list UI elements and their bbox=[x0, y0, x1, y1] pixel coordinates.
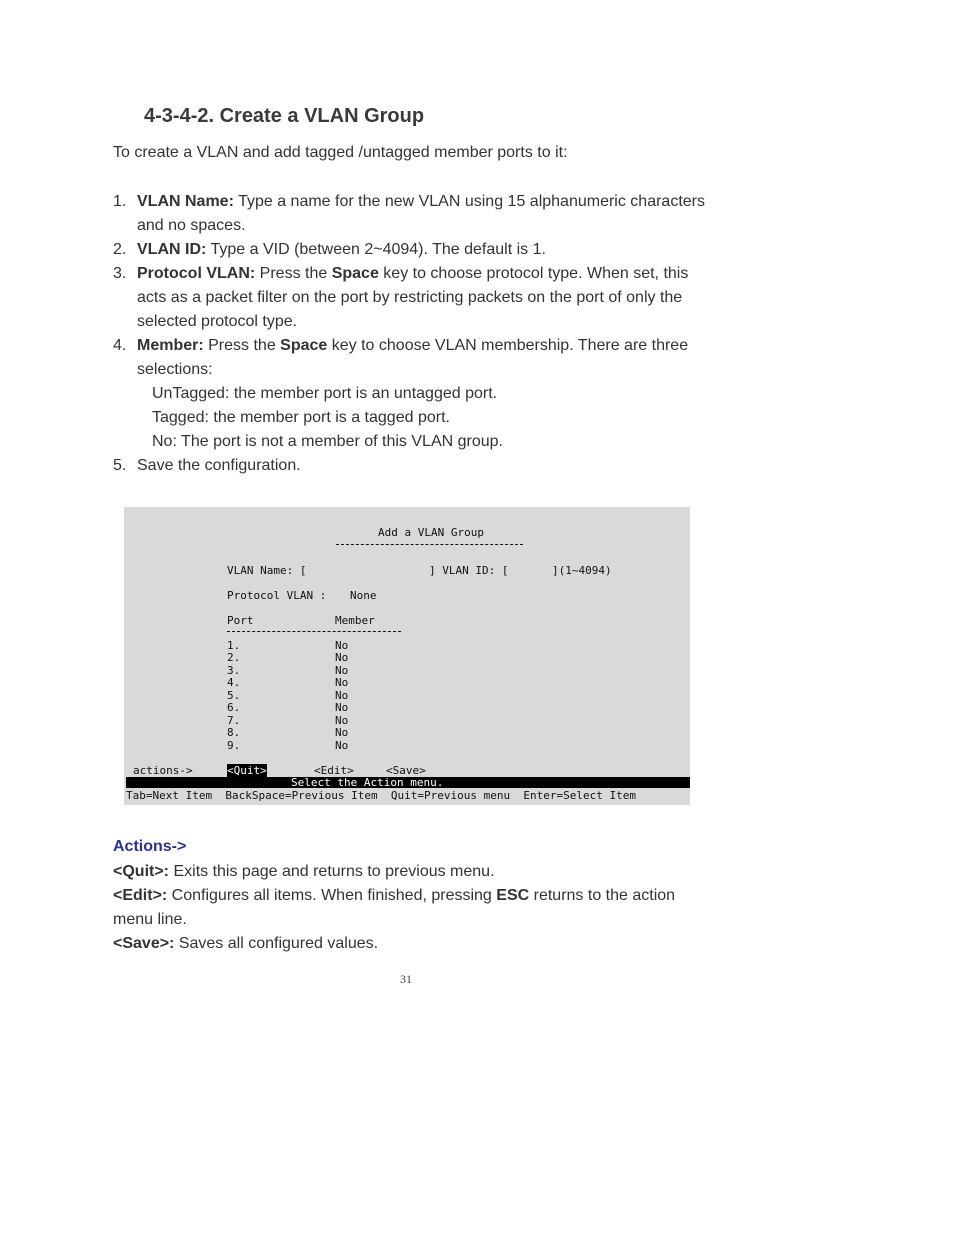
step-key: Space bbox=[280, 337, 328, 354]
step-text: key to choose protocol type. When set, this acts as a packet filter on the port by restricting packets on the port of only the selected protocol type. bbox=[137, 265, 689, 330]
port-number: 6. bbox=[227, 701, 241, 714]
port-number: 4. bbox=[227, 676, 241, 689]
page-number: 31 bbox=[400, 972, 412, 986]
step-text: Type a name for the new VLAN using 15 alphanumeric characters and no spaces. bbox=[137, 193, 705, 234]
port-member: No bbox=[335, 739, 349, 752]
step-number: 5. bbox=[113, 457, 127, 474]
help-line: Tab=Next Item BackSpace=Previous Item Quit=Previous menu Enter=Select Item bbox=[126, 789, 636, 802]
terminal-screenshot bbox=[124, 507, 690, 805]
vlan-id-label: ] VLAN ID: [ bbox=[429, 564, 509, 577]
save-action[interactable]: <Save> bbox=[386, 764, 426, 777]
status-message: Select the Action menu. bbox=[291, 776, 444, 789]
step-3 bbox=[113, 262, 713, 334]
port-number: 8. bbox=[227, 726, 241, 739]
step-number: 4. bbox=[113, 337, 127, 354]
port-number: 3. bbox=[227, 664, 241, 677]
step-1 bbox=[113, 190, 713, 238]
intro-text: To create a VLAN and add tagged /untagged member ports to it: bbox=[113, 144, 568, 161]
save-text: Saves all configured values. bbox=[174, 935, 379, 952]
step-key: Space bbox=[331, 265, 379, 282]
terminal-title: Add a VLAN Group bbox=[378, 526, 484, 539]
port-member: No bbox=[335, 701, 349, 714]
port-number: 9. bbox=[227, 739, 241, 752]
title-underline bbox=[336, 544, 523, 545]
member-option-no: No: The port is not a member of this VLAN group. bbox=[152, 433, 503, 450]
step-text: Save the configuration. bbox=[137, 457, 301, 474]
step-term: Protocol VLAN: bbox=[137, 265, 256, 282]
port-member: No bbox=[335, 639, 349, 652]
port-member: No bbox=[335, 676, 349, 689]
step-text: Type a VID (between 2~4094). The default is 1. bbox=[206, 241, 546, 258]
member-option-tagged: Tagged: the member port is a tagged port. bbox=[152, 409, 450, 426]
port-number: 2. bbox=[227, 651, 241, 664]
edit-term: <Edit>: bbox=[113, 887, 168, 904]
step-number: 3. bbox=[113, 265, 127, 282]
quit-term: <Quit>: bbox=[113, 863, 170, 880]
quit-action[interactable]: <Quit> bbox=[227, 764, 267, 777]
member-column-header: Member bbox=[335, 614, 375, 627]
section-heading: 4-3-4-2. Create a VLAN Group bbox=[144, 105, 425, 127]
step-text: Press the bbox=[203, 337, 281, 354]
edit-text: returns to the action menu line. bbox=[113, 887, 676, 928]
port-number: 5. bbox=[227, 689, 241, 702]
member-option-untagged: UnTagged: the member port is an untagged port. bbox=[152, 385, 498, 402]
port-member: No bbox=[335, 689, 349, 702]
protocol-vlan-value: None bbox=[350, 589, 377, 602]
step-number: 2. bbox=[113, 241, 127, 258]
edit-action[interactable]: <Edit> bbox=[314, 764, 354, 777]
port-member: No bbox=[335, 714, 349, 727]
vlan-id-range: ](1~4094) bbox=[552, 564, 612, 577]
save-term: <Save>: bbox=[113, 935, 175, 952]
port-member: No bbox=[335, 664, 349, 677]
step-term: VLAN ID: bbox=[137, 241, 207, 258]
port-column-header: Port bbox=[227, 614, 254, 627]
step-text: key to choose VLAN membership. There are three selections: bbox=[137, 337, 689, 378]
edit-description bbox=[113, 884, 713, 932]
steps-list bbox=[113, 190, 713, 478]
step-number: 1. bbox=[113, 193, 127, 210]
step-term: Member: bbox=[137, 337, 204, 354]
protocol-vlan-label: Protocol VLAN : bbox=[227, 589, 327, 602]
port-number: 7. bbox=[227, 714, 241, 727]
edit-text: Configures all items. When finished, pressing bbox=[167, 887, 497, 904]
esc-key: ESC bbox=[496, 887, 530, 904]
actions-title: Actions-> bbox=[113, 838, 187, 855]
quit-text: Exits this page and returns to previous menu. bbox=[169, 863, 495, 880]
vlan-name-label: VLAN Name: [ bbox=[227, 564, 307, 577]
step-2 bbox=[113, 238, 713, 262]
step-text: Press the bbox=[255, 265, 332, 282]
step-5 bbox=[113, 454, 713, 478]
quit-description bbox=[113, 860, 713, 884]
port-member: No bbox=[335, 651, 349, 664]
step-4 bbox=[113, 334, 713, 454]
port-member: No bbox=[335, 726, 349, 739]
step-term: VLAN Name: bbox=[137, 193, 234, 210]
actions-label: actions-> bbox=[133, 764, 193, 777]
header-underline bbox=[227, 631, 401, 632]
save-description bbox=[113, 932, 713, 956]
port-number: 1. bbox=[227, 639, 241, 652]
